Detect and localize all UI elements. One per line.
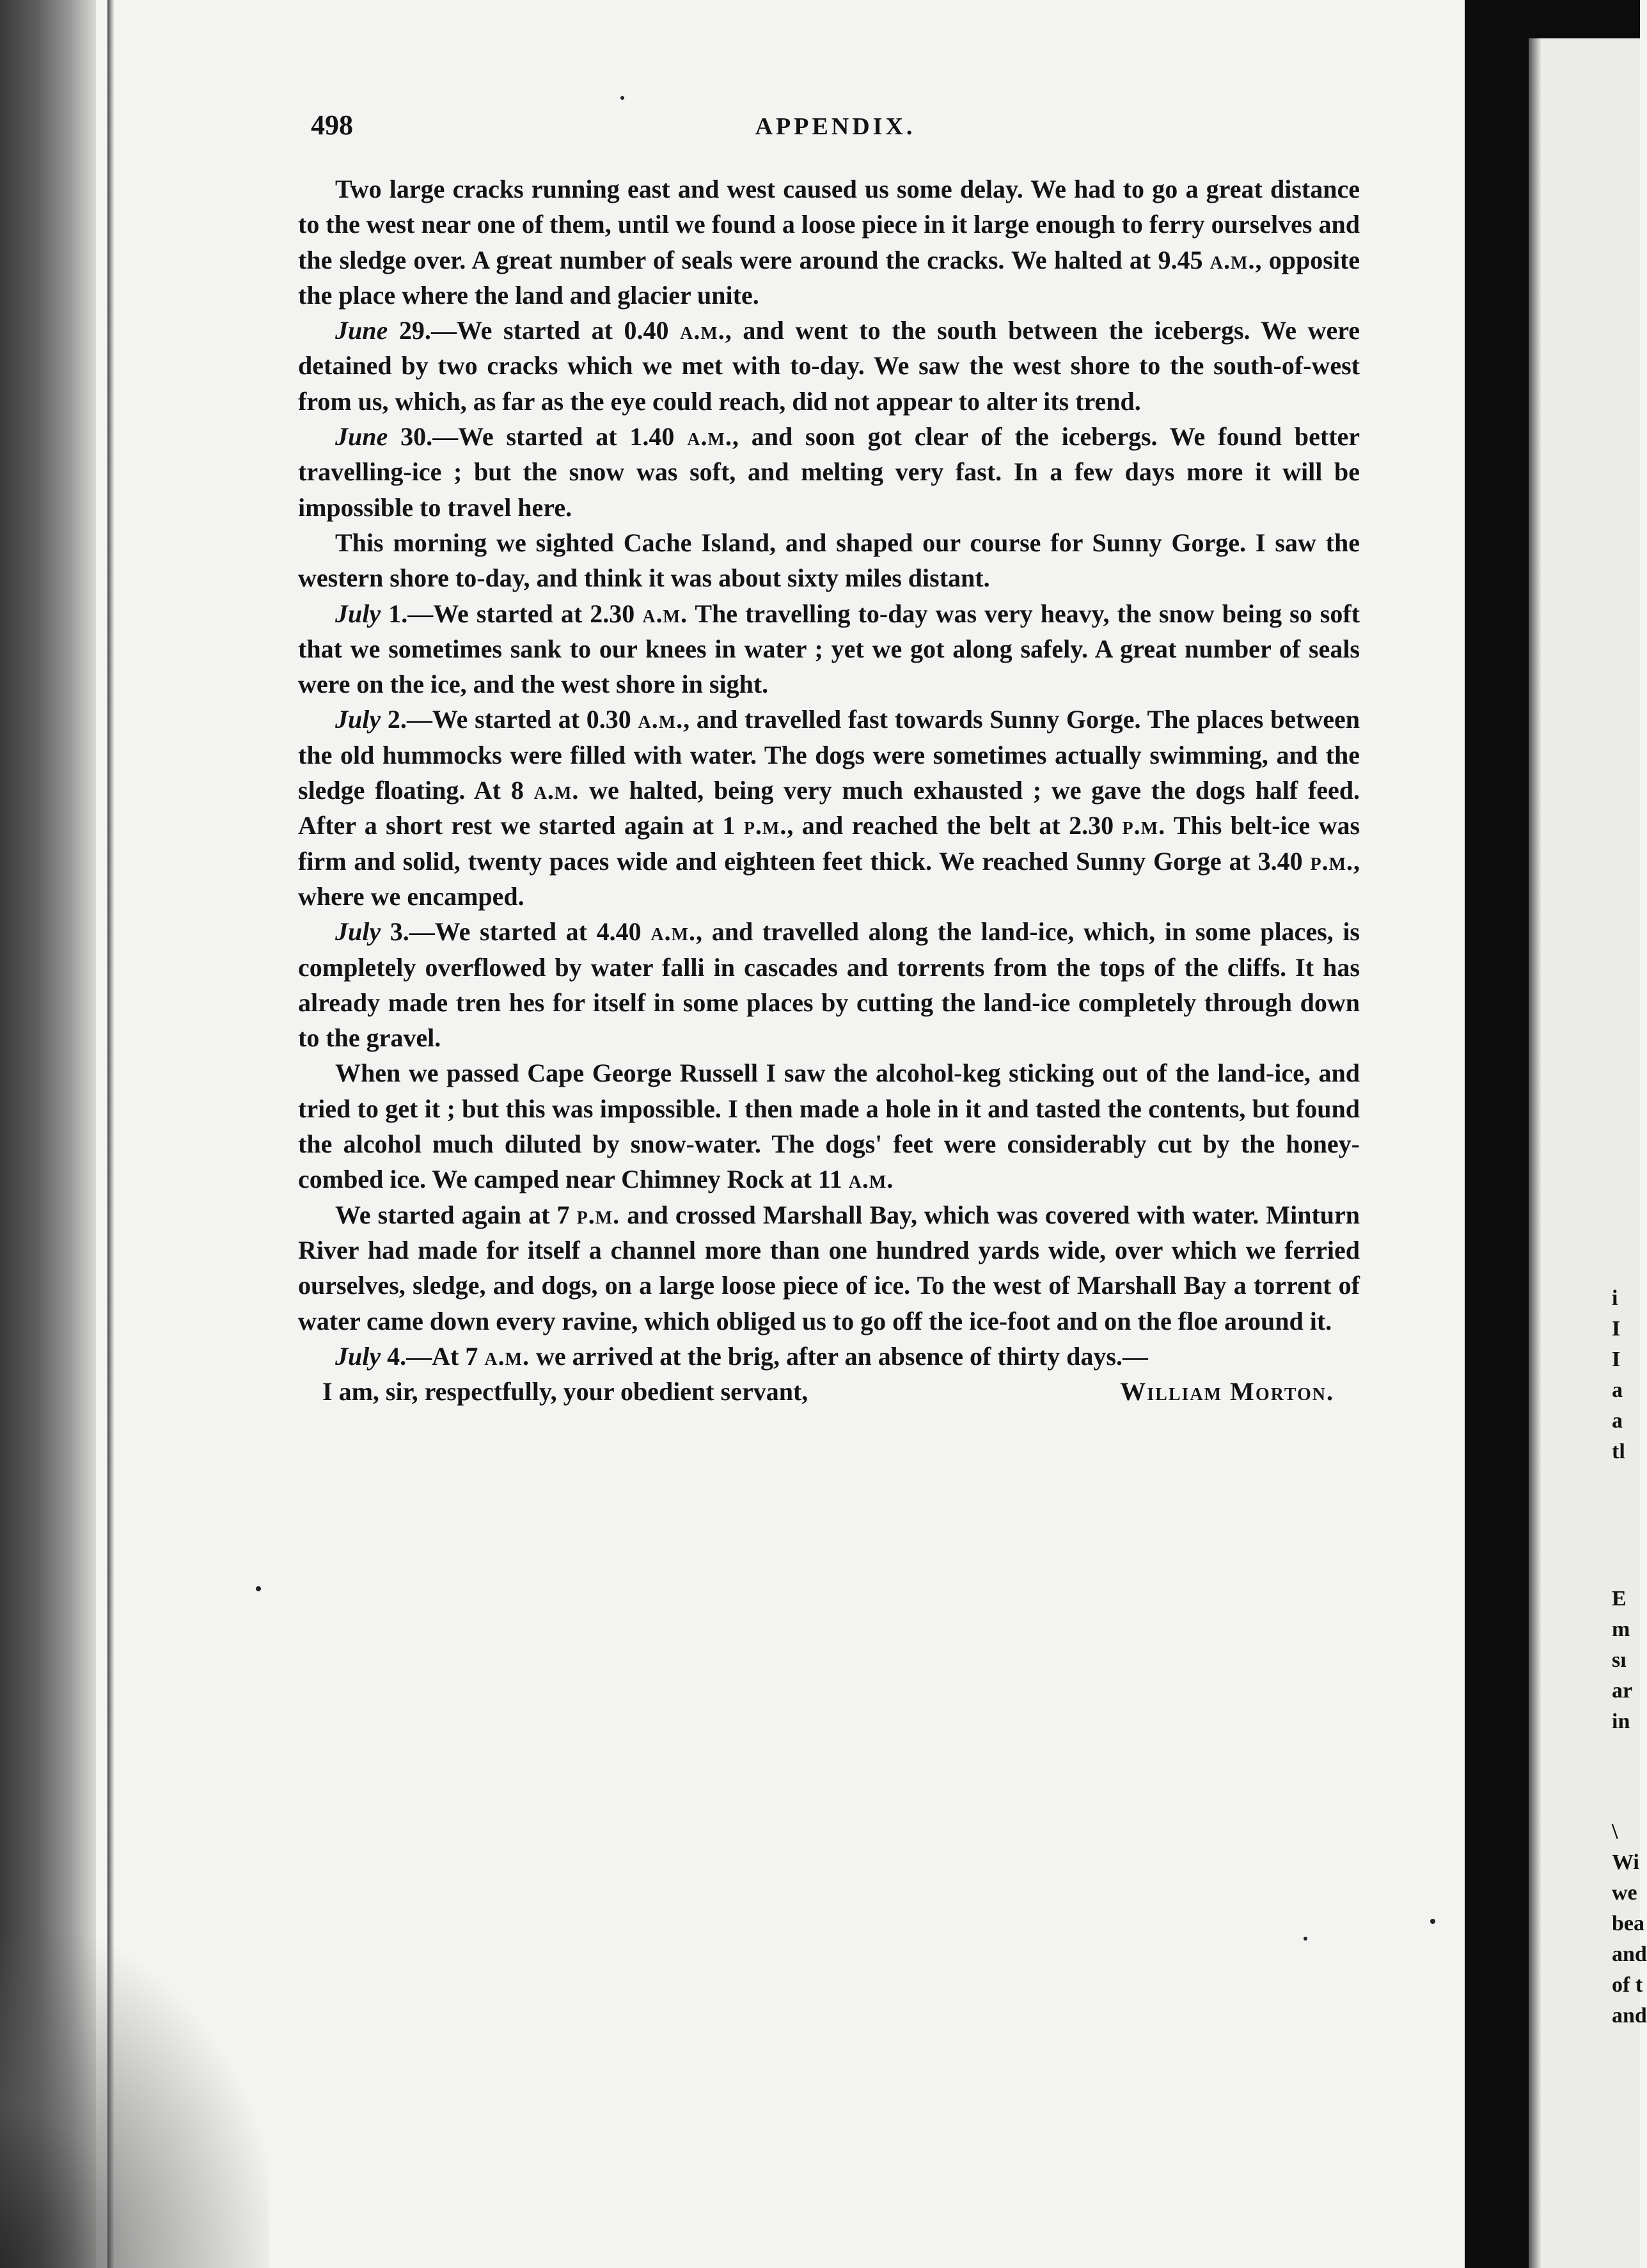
paragraph	[298, 1055, 1360, 1197]
text-run: , and reached the belt at 2.30	[787, 811, 1114, 840]
next-page-fragment: ar	[1612, 1679, 1633, 1703]
time-abbrev: a.m.	[687, 422, 732, 452]
next-page-fragment: E	[1612, 1587, 1627, 1610]
time-abbrev: a.m.	[638, 705, 684, 734]
entry-date: July	[335, 1341, 381, 1371]
closing-salutation: I am, sir, respectfully, your obedient servant,	[322, 1377, 808, 1406]
next-page-shadow	[1529, 38, 1541, 2268]
text-run: The travelling to-day was very heavy, the snow being so soft that we sometimes sank to our knees in water ; yet we got along safely. A great number of seals were on the ice, and the west shore in sight.	[298, 599, 1360, 699]
paragraph	[298, 525, 1360, 596]
scanner-edge-left	[0, 0, 96, 2268]
time-abbrev: a.m.	[484, 1341, 530, 1371]
journal-entry-july-1	[298, 596, 1360, 702]
page-header	[311, 109, 1360, 147]
time-abbrev: p.m.	[1310, 846, 1354, 876]
text-run: 1.—We started at 2.30	[381, 599, 635, 628]
text-run: we arrived at the brig, after an absence of thirty days.—	[530, 1341, 1148, 1371]
page-binding-edge	[107, 0, 114, 2268]
next-page-fragment: Wi	[1612, 1850, 1639, 1874]
text-run: 3.—We started at 4.40	[381, 917, 642, 947]
next-page-fragment: sı	[1612, 1648, 1627, 1672]
journal-entry-july-2	[298, 702, 1360, 914]
text-run: 29.—We started at 0.40	[388, 316, 669, 345]
journal-entry-july-4	[298, 1339, 1360, 1374]
paragraph	[298, 1197, 1360, 1339]
text-run: 2.—We started at 0.30	[381, 705, 631, 734]
paragraph	[298, 171, 1360, 313]
scan-speck	[256, 1586, 261, 1591]
time-abbrev: a.m.	[650, 917, 697, 947]
next-page-fragment: we	[1612, 1881, 1637, 1905]
scan-speck	[620, 96, 624, 100]
text-run: We started again at 7	[335, 1200, 570, 1229]
signature: William Morton.	[1120, 1377, 1334, 1406]
time-abbrev: a.m.	[642, 599, 688, 628]
journal-entry-june-29	[298, 313, 1360, 419]
text-run: 4.—At 7	[381, 1341, 478, 1371]
text-run: Two large cracks running east and west caused us some delay. We had to go a great distance to the west near one of them, until we found a loose piece in it large enough to ferry ourselves and the sledge over. A great number of seals were around the cracks. We halted at 9.45	[298, 175, 1360, 274]
time-abbrev: p.m.	[1122, 811, 1166, 840]
next-page-fragment: of t	[1612, 1973, 1643, 1997]
next-page-fragment: \	[1612, 1820, 1618, 1843]
page-body	[298, 171, 1360, 1409]
text-run: This morning we sighted Cache Island, and shaped our course for Sunny Gorge. I saw the western shore to-day, and think it was about sixty miles distant.	[298, 528, 1360, 593]
entry-date: July	[335, 917, 381, 947]
next-page-fragment: a	[1612, 1409, 1623, 1433]
scan-speck	[1430, 1919, 1435, 1924]
entry-date: June	[335, 422, 388, 452]
text-run: and crossed Marshall Bay, which was covered with water. Minturn River had made for itself a channel more than one hundred yards wide, over which we ferried ourselves, sledge, and dogs, on a large loose piece of ice. To the west of Marshall Bay a torrent of water came down every ravine, which obliged us to go off the ice-foot and on the floe around it.	[298, 1200, 1360, 1335]
corner-shadow	[0, 1935, 269, 2268]
next-page-fragment: I	[1612, 1317, 1621, 1341]
time-abbrev: p.m.	[743, 811, 787, 840]
running-head: APPENDIX.	[755, 113, 916, 140]
text-run: This belt-ice was firm and solid, twenty paces wide and eighteen feet thick. We reached Sunny Gorge at 3.40	[298, 811, 1360, 876]
text-run: , and went to the south between the icebergs. We were detained by two cracks which we met with to-day. We saw the west shore to the south-of-west from us, which, as far as the eye could reach, did not appear to alter its trend.	[298, 316, 1360, 416]
next-page-fragment: i	[1612, 1286, 1618, 1310]
text-run: , opposite the place where the land and glacier unite.	[298, 245, 1360, 310]
time-abbrev: a.m.	[848, 1165, 894, 1194]
scan-speck	[1304, 1937, 1307, 1941]
next-page-fragment: bea	[1612, 1912, 1644, 1935]
time-abbrev: p.m.	[576, 1200, 620, 1229]
next-page-fragment: tl	[1612, 1440, 1625, 1463]
next-page-fragment: I	[1612, 1348, 1621, 1371]
next-page-fragment: m	[1612, 1618, 1630, 1641]
text-run: we halted, being very much exhausted ; we gave the dogs half feed. After a short rest we started again at 1	[298, 776, 1360, 840]
text-run: When we passed Cape George Russell I saw the alcohol-keg sticking out of the land-ice, and tried to get it ; but this was impossible. I then made a hole in it and tasted the contents, but found the alcohol much diluted by snow-water. The dogs' feet were considerably cut by the honey-combed ice. We camped near Chimney Rock at 11	[298, 1059, 1360, 1194]
next-page-fragment: a	[1612, 1378, 1623, 1402]
entry-date: June	[335, 316, 388, 345]
page-number: 498	[311, 109, 353, 141]
closing-line	[285, 1374, 1360, 1409]
text-run: , and travelled along the land-ice, which, in some places, is completely overflowed by water falli in cascades and torrents from the tops of the cliffs. It has already made tren hes for itself in some places by cutting the land-ice completely through down to the gravel.	[298, 917, 1360, 1053]
next-page-fragment: and	[1612, 1942, 1647, 1966]
time-abbrev: a.m.	[1210, 245, 1256, 274]
text-run: , where we encamped.	[298, 846, 1360, 911]
text-run: 30.—We started at 1.40	[388, 422, 675, 452]
time-abbrev: a.m.	[533, 776, 579, 805]
journal-entry-july-3	[298, 914, 1360, 1055]
text-run: , and soon got clear of the icebergs. We found better travelling-ice ; but the snow was soft, and melting very fast. In a few days more it will be impossible to travel here.	[298, 422, 1360, 522]
next-page-fragment: and	[1612, 2004, 1647, 2028]
journal-entry-june-30	[298, 419, 1360, 525]
entry-date: July	[335, 599, 381, 628]
next-page-fragment: in	[1612, 1710, 1630, 1733]
entry-date: July	[335, 705, 381, 734]
time-abbrev: a.m.	[680, 316, 725, 345]
text-run: , and travelled fast towards Sunny Gorge. The places between the old hummocks were filled with water. The dogs were sometimes actually swimming, and the sledge floating. At 8	[298, 705, 1360, 805]
